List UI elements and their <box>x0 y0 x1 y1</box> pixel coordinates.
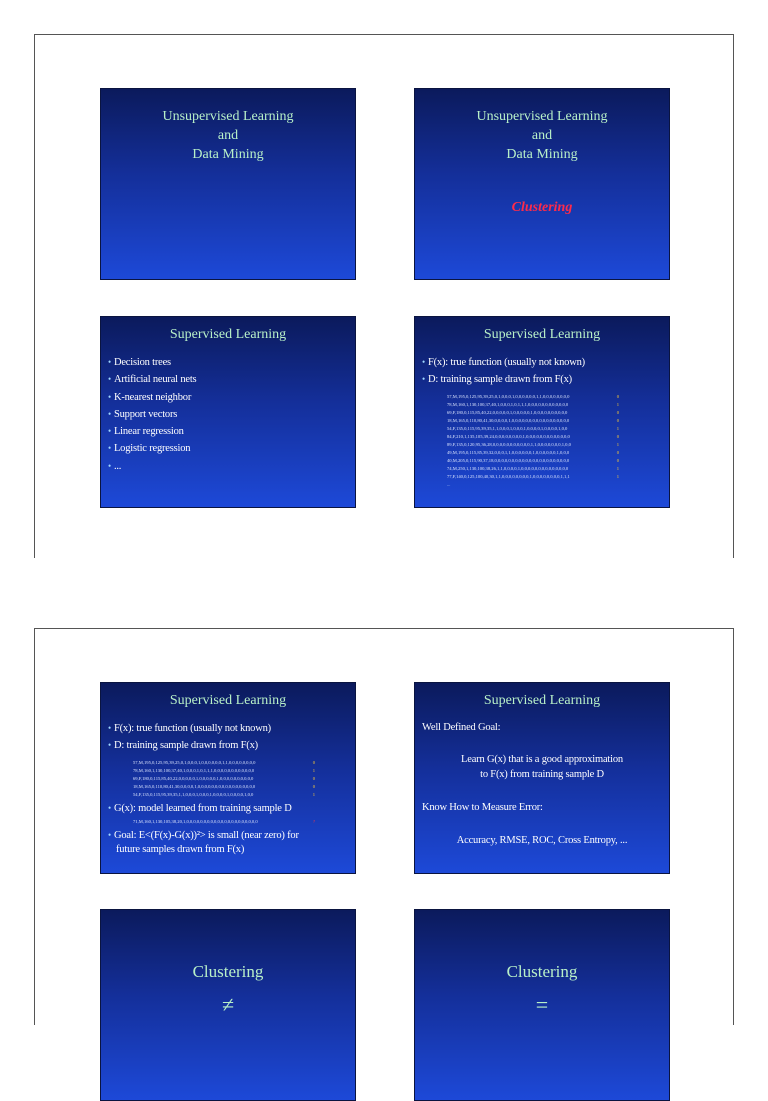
slide-supervised-goal <box>414 682 670 874</box>
list-item: • D: training sample drawn from F(x) <box>422 374 572 386</box>
test-sample-row <box>133 818 315 826</box>
training-data-table <box>133 759 315 799</box>
table-row: 89,F,135,0,120,95,36,28,0,0,0,0,0,0,0,0,0,0,0,1,1,0,0,0,0,0,0,0,1,0,0 1 <box>447 442 619 447</box>
list-item: • Goal: E<(F(x)-G(x))²> is small (near zero) for <box>108 830 299 841</box>
list-item: • Decision trees <box>108 357 171 368</box>
list-item: • G(x): model learned from training sample D <box>108 803 292 814</box>
table-row: 69,F,180,0,115,85,40,22,0,0,0,0,0,1,0,0,0,0,0,1,0,0,0,0,0,0,0,0,0,0 0 <box>447 410 619 415</box>
table-row: 18,M,165,0,110,80,41,30,0,0,0,0,1,0,0,0,0,0,0,0,0,0,0,0,0,0,0,0,0,0 0 <box>447 418 619 423</box>
bullet-list <box>108 800 349 817</box>
training-data-table <box>447 393 619 489</box>
slide-title: Clustering <box>506 962 578 981</box>
table-row: ... <box>447 482 451 487</box>
slide-unsupervised-clustering <box>414 88 670 280</box>
table-row: 54,F,135,0,115,95,39,35,1,1,0,0,0,1,0,0,0,1,0,0,0,0,1,0,0,0,0,1,0,0 1 <box>447 426 619 431</box>
list-item: • D: training sample drawn from F(x) <box>108 740 258 752</box>
slide-subtitle: Clustering <box>511 200 573 215</box>
list-item: • F(x): true function (usually not known) <box>108 723 271 734</box>
goal-heading: Well Defined Goal: <box>422 722 501 733</box>
table-row: 78,M,160,1,130,100,37,40,1,0,0,0,1,0,1,1,1,0,0,0,0,0,0,0,0,0,0,0,0 1 <box>447 402 619 407</box>
table-row: 18,M,165,0,110,80,41,30,0,0,0,0,1,0,0,0,0,0,0,0,0,0,0,0,0,0,0,0,0,0 0 <box>133 784 315 789</box>
handout-page-1 <box>34 34 734 558</box>
error-heading: Know How to Measure Error: <box>422 802 543 813</box>
table-row: 77,F,140,0,125,100,40,30,1,1,0,0,0,0,0,0,0,0,1,0,0,0,0,0,0,0,0,1,1,1 1 <box>447 474 619 479</box>
list-item: future samples drawn from F(x) <box>116 844 245 855</box>
slide-supervised-data <box>414 316 670 508</box>
list-item: • Logistic regression <box>108 443 191 455</box>
table-row: 54,F,135,0,115,95,39,35,1,1,0,0,0,1,0,0,0,1,0,0,0,0,1,0,0,0,0,1,0,0 1 <box>133 792 315 797</box>
table-row: 74,M,250,1,130,100,38,26,1,1,0,0,0,0,1,0,0,0,0,0,0,0,0,0,0,0,0,0,0 1 <box>447 466 619 471</box>
slide-unsupervised-learning <box>100 88 356 280</box>
slide-title: Unsupervised Learning and Data Mining <box>162 109 294 162</box>
slide-title: Unsupervised Learning and Data Mining <box>476 109 608 162</box>
bullet-list <box>108 354 349 475</box>
slide-supervised-methods <box>100 316 356 508</box>
bullet-list <box>108 720 349 755</box>
list-item: • Artificial neural nets <box>108 374 197 386</box>
handout-page-2 <box>34 628 734 1025</box>
table-row: 49,M,195,0,115,85,39,32,0,0,0,1,1,0,0,0,0,0,0,1,0,0,0,0,0,0,1,0,0,0 0 <box>447 450 619 455</box>
list-item: • ... <box>108 460 122 472</box>
bullet-list <box>422 354 663 389</box>
list-item: • Linear regression <box>108 426 184 438</box>
error-metrics: Accuracy, RMSE, ROC, Cross Entropy, ... <box>456 835 628 846</box>
list-item: • F(x): true function (usually not known) <box>422 357 585 368</box>
slide-title: Supervised Learning <box>169 693 287 708</box>
list-item: • K-nearest neighbor <box>108 391 192 403</box>
equal-symbol: = <box>535 992 549 1017</box>
table-row: 40,M,205,0,115,90,37,18,0,0,0,0,0,0,0,0,0,0,0,0,0,0,0,0,0,0,0,0,0,0 0 <box>447 458 619 463</box>
slide-title: Supervised Learning <box>483 327 601 342</box>
slide-title: Clustering <box>192 962 264 981</box>
list-item: • Support vectors <box>108 408 178 420</box>
slide-clustering-equal <box>414 909 670 1101</box>
bullet-list <box>108 828 349 857</box>
table-row: 69,F,180,0,115,85,40,22,0,0,0,0,0,1,0,0,0,0,0,1,0,0,0,0,0,0,0,0,0,0 0 <box>133 776 315 781</box>
slide-title: Supervised Learning <box>483 693 601 708</box>
table-row: 78,M,160,1,130,100,37,40,1,0,0,0,1,0,1,1,1,0,0,0,0,0,0,0,0,0,0,0,0 1 <box>133 768 315 773</box>
table-row: 57,M,195,0,125,95,39,25,0,1,0,0,0,1,0,0,0,0,0,0,1,1,0,0,0,0,0,0,0,0 0 <box>447 394 619 399</box>
slide-title: Supervised Learning <box>169 327 287 342</box>
not-equal-symbol: ≠ <box>221 992 235 1017</box>
goal-text: Learn G(x) that is a good approximation to F(x) from training sample D <box>461 754 623 780</box>
table-row: 71,M,160,1,130,105,38,20,1,0,0,0,0,0,0,0,0,0,0,0,0,0,0,0,0,0,0,0,0,0 ? <box>133 819 315 824</box>
slide-clustering-not-equal <box>100 909 356 1101</box>
slide-supervised-model <box>100 682 356 874</box>
table-row: 84,F,210,1,135,105,39,24,0,0,0,0,0,0,0,0,1,0,0,0,0,0,0,0,0,0,0,0,0,0 0 <box>447 434 619 439</box>
table-row: 57,M,195,0,125,95,39,25,0,1,0,0,0,1,0,0,0,0,0,0,1,1,0,0,0,0,0,0,0,0 0 <box>133 760 315 765</box>
